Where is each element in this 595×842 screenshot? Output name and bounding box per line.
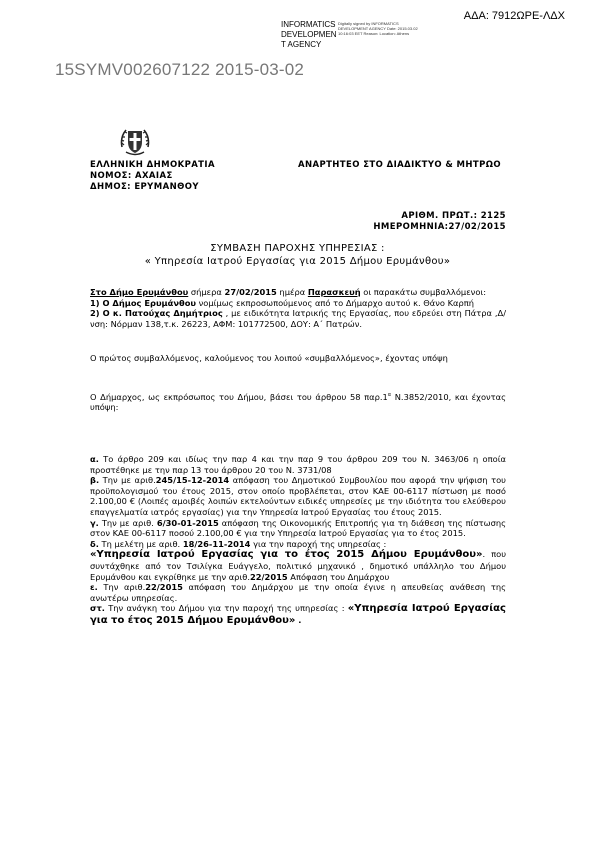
document-date: ΗΜΕΡΟΜΗΝΙΑ:27/02/2015 xyxy=(373,222,506,232)
considerations-list xyxy=(90,454,506,627)
item-text: Την ανάγκη του Δήμου για την παροχή της υπηρεσίας : xyxy=(104,603,348,614)
ada-code: ΑΔΑ: 7912ΩΡΕ-ΛΔΧ xyxy=(463,10,565,22)
item-label: στ. xyxy=(90,603,105,614)
item-text: Την με αριθ. xyxy=(99,475,156,486)
item-a xyxy=(90,454,506,475)
item-text: Απόφαση του Δημάρχου xyxy=(287,571,390,582)
item-text: απόφαση της Οικονομικής Επιτροπής για τη διάθεση της πίστωσης στον ΚΑΕ 00-6117 ποσού 2.100,00 € για την Υπηρεσία Ιατρού Εργασίας για το έτος 2015. xyxy=(90,517,506,539)
registry-stamp: 15SYMV002607122 2015-03-02 xyxy=(55,60,305,79)
item-text: . που συντάχθηκε από τον Τσιλίγκα Ευάγγελο, πολιτικό μηχανικό , δημοτικό υπάλληλο του Δήμου Ερυμάνθου και εγκρίθηκε με την αριθ. xyxy=(90,549,506,582)
item-text: απόφαση του Δημοτικού Συμβουλίου που αφορά την ψήφιση του προϋπολογισμού του έτους 2015, στον οποίο προβλέπεται, στον ΚΑΕ 00-6117 πίστωση με ποσό 2.100,00 € (Λοιπές αμοιβές λοιπών εκτελούντων ειδικές υπηρεσίες με την ιδιότητα του ελεύθερου επαγγελματία ιατρός εργασίας) για την Υπηρεσία Ιατρού Εργασίας του έτους 2015. xyxy=(90,475,506,517)
service-name: «Υπηρεσία Ιατρού Εργασίας για το έτος 2015 Δήμου Ερυμάνθου» xyxy=(90,549,483,561)
protocol-number: ΑΡΙΘΜ. ΠΡΩΤ.: 2125 xyxy=(401,211,506,221)
publication-notice: ΑΝΑΡΤΗΤΕΟ ΣΤΟ ΔΙΑΔΙΚΤΥΟ & ΜΗΤΡΩΟ xyxy=(298,160,501,170)
item-b xyxy=(90,475,506,517)
first-party-text: Ο πρώτος συμβαλλόμενος, καλούμενος του λοιπού «συμβαλλόμενος», έχοντας υπόψη xyxy=(90,353,448,363)
item-ref: 22/2015 xyxy=(249,571,288,582)
contract-day: Παρασκευή xyxy=(307,287,361,297)
mayor-text: Ο Δήμαρχος, ως εκπρόσωπος του Δήμου, βάσει του άρθρου 58 παρ.1 xyxy=(90,391,388,402)
item-text: . xyxy=(295,614,302,625)
title-line-1: ΣΥΜΒΑΣΗ ΠΑΡΟΧΗΣ ΥΠΗΡΕΣΙΑΣ : xyxy=(210,243,385,254)
first-party-paragraph xyxy=(90,353,506,364)
item-text: Τη μελέτη με αριθ. xyxy=(98,538,183,549)
intro-text: οι παρακάτω συμβαλλόμενοι: xyxy=(360,287,486,297)
mayor-text: Ν.3852/2010, και έχοντας υπόψη: xyxy=(90,391,506,413)
item-f xyxy=(90,603,506,626)
item-label: δ. xyxy=(90,538,99,549)
issuer-prefecture: ΝΟΜΟΣ: ΑΧΑΙΑΣ xyxy=(90,171,173,181)
greek-coat-of-arms-icon xyxy=(118,125,152,157)
protocol-block xyxy=(373,211,506,233)
party-2-name: 2) Ο κ. Πατούχας Δημήτριος xyxy=(90,308,223,319)
item-label: β. xyxy=(90,475,100,486)
issuer-municipality: ΔΗΜΟΣ: ΕΡΥΜΑΝΘΟΥ xyxy=(90,182,199,192)
signature-organization: INFORMATICS DEVELOPMEN T AGENCY xyxy=(281,20,337,49)
item-label: α. xyxy=(90,454,99,464)
intro-place: Στο Δήμο Ερυμάνθου xyxy=(90,287,189,297)
item-text: για την παροχή της υπηρεσίας : xyxy=(250,538,387,549)
intro-paragraph xyxy=(90,287,506,329)
item-text: Την με αριθ. xyxy=(98,517,157,528)
party-2-text: , με ειδικότητα Ιατρικής της Εργασίας, που εδρεύει στη Πάτρα ,Δ/νση: Νόρμαν 138,τ.κ. 26223, ΑΦΜ: 101772500, ΔΟΥ: Α΄ Πατρών. xyxy=(90,308,506,329)
item-label: ε. xyxy=(90,582,98,593)
item-label: γ. xyxy=(90,517,99,528)
item-text: Το άρθρο 209 και ιδίως την παρ 4 και την παρ 9 του άρθρου 209 του Ν. 3463/06 η οποία προστέθηκε με την παρ 13 του άρθρου 20 του Ν. 3731/08 xyxy=(90,454,506,475)
item-e xyxy=(90,582,506,603)
item-text: απόφαση του Δημάρχου με την οποία έγινε η απευθείας ανάθεση της ανωτέρω υπηρεσίας. xyxy=(90,582,507,603)
party-1-text: νομίμως εκπροσωπούμενος από το Δήμαρχο αυτού κ. Θάνο Καρπή xyxy=(196,297,475,308)
signature-details: Digitally signed by INFORMATICS DEVELOPMENT AGENCY Date: 2015.03.02 10:16:03 EET Reason: Location: Athens xyxy=(338,21,418,36)
item-ref: 6/30-01-2015 xyxy=(156,517,219,528)
item-c xyxy=(90,518,506,539)
item-ref: 245/15-12-2014 xyxy=(155,475,230,486)
item-ref: 18/26-11-2014 xyxy=(182,538,251,549)
issuer-block xyxy=(90,160,215,193)
mayor-paragraph xyxy=(90,390,506,413)
intro-text: ημέρα xyxy=(276,287,308,297)
intro-text: σήμερα xyxy=(188,287,225,297)
contract-date: 27/02/2015 xyxy=(224,287,277,297)
issuer-country: ΕΛΛΗΝΙΚΗ ΔΗΜΟΚΡΑΤΙΑ xyxy=(90,160,215,170)
item-d xyxy=(90,539,506,582)
item-ref: 22/2015 xyxy=(145,582,183,593)
mayor-sup: α xyxy=(387,392,392,398)
service-name: «Υπηρεσία Ιατρού Εργασίας για το έτος 2015 Δήμου Ερυμάνθου» xyxy=(90,603,506,626)
item-text: Την αριθ. xyxy=(97,582,146,593)
party-1-name: 1) Ο Δήμος Ερυμάνθου xyxy=(90,297,197,308)
document-title xyxy=(80,242,515,268)
title-line-2: « Υπηρεσία Ιατρού Εργασίας για 2015 Δήμου Ερυμάνθου» xyxy=(144,256,451,267)
